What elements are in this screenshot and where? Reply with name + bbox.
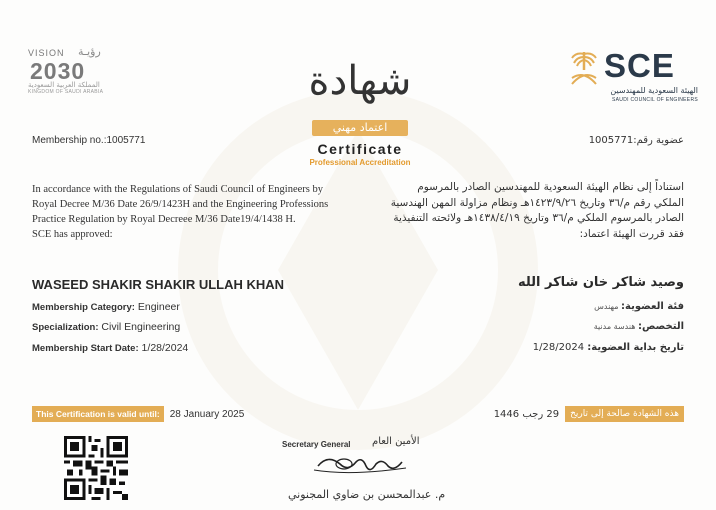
- detail-value: مهندس: [594, 302, 622, 311]
- sce-name-en: SAUDI COUNCIL OF ENGINEERS: [612, 97, 698, 103]
- membership-number-en: Membership no.:1005771: [32, 135, 146, 146]
- intro-line: فقد قررت الهيئة اعتماد:: [579, 227, 684, 240]
- detail-value: 1/28/2024: [532, 342, 588, 353]
- validity-ar: [494, 406, 684, 422]
- vision-label-ar: رؤيـة: [78, 45, 101, 58]
- specialization-en: [32, 321, 180, 333]
- palm-swords-icon: [568, 48, 600, 88]
- holder-name-ar: وصيد شاكر خان شاكر الله: [517, 275, 684, 290]
- detail-value: 1/28/2024: [138, 342, 189, 354]
- intro-paragraph-en: [32, 182, 350, 242]
- membership-number-ar: عضوية رقم:1005771: [588, 135, 684, 146]
- handwritten-signature: [310, 450, 410, 478]
- validity-badge-ar: هذه الشهادة صالحة إلى تاريخ: [565, 406, 684, 422]
- secretary-general-title-ar: الأمين العام: [372, 436, 420, 447]
- validity-date-ar: 29 رجب 1446: [493, 408, 560, 420]
- signer-name-ar: م. عبدالمحسن بن ضاوي المجنوني: [288, 488, 446, 501]
- detail-label: فئة العضوية:: [621, 301, 684, 312]
- intro-line: SCE has approved:: [32, 229, 113, 240]
- membership-category-en: [32, 301, 180, 313]
- sce-name-ar: الهيئة السعودية للمهندسين: [610, 86, 698, 95]
- accreditation-en: Professional Accreditation: [309, 158, 411, 167]
- certificate-title-ar: شهادة: [308, 58, 412, 104]
- detail-label: التخصص:: [638, 321, 684, 332]
- qr-code: [64, 436, 128, 500]
- sce-abbr: SCE: [604, 47, 675, 84]
- intro-line: استناداً إلى نظام الهيئة السعودية للمهندسين الصادر بالمرسوم: [417, 181, 684, 193]
- specialization-ar: [594, 321, 684, 332]
- accreditation-ar: اعتماد مهني: [312, 120, 408, 136]
- start-date-ar: [533, 342, 684, 353]
- detail-value: Engineer: [134, 301, 180, 313]
- vision-country-ar: المملكة العربية السعودية: [28, 81, 100, 89]
- secretary-general-title-en: Secretary General: [282, 440, 351, 449]
- vision-country-en: KINGDOM OF SAUDI ARABIA: [28, 89, 104, 95]
- detail-value: هندسة مدنية: [593, 322, 639, 331]
- vision-2030-logo: [28, 45, 110, 100]
- certificate-title-en: Certificate: [317, 141, 403, 157]
- intro-line: Royal Decree M/36 Date 26/9/1423H and the Engineering Professions: [32, 199, 329, 210]
- membership-category-ar: [594, 301, 684, 312]
- detail-label: تاريخ بداية العضوية:: [587, 342, 684, 353]
- intro-line: الملكي رقم م/٣٦ وتاريخ ١٤٢٣/٩/٢٦هـ ونظام مزاولة المهن الهندسية: [390, 196, 684, 209]
- detail-label: Membership Category:: [32, 302, 135, 313]
- validity-date-en: 28 January 2025: [169, 408, 245, 420]
- detail-label: Membership Start Date:: [32, 343, 139, 354]
- intro-paragraph-ar: [354, 180, 684, 242]
- vision-year: 2030: [30, 58, 86, 84]
- detail-label: Specialization:: [32, 322, 99, 333]
- vision-label: VISION: [28, 48, 65, 58]
- validity-en: [32, 406, 244, 422]
- detail-value: Civil Engineering: [98, 321, 181, 333]
- holder-name-en: WASEED SHAKIR SHAKIR ULLAH KHAN: [32, 277, 285, 292]
- intro-line: Practice Regulation by Royal Decreee M/36 Date19/4/1438 H.: [32, 214, 296, 225]
- validity-badge-en: This Certification is valid until:: [32, 406, 164, 422]
- intro-line: الصادر بالمرسوم الملكي م/٣٦ وتاريخ ١٤٣٨/٤/١٩هـ ولائحته التنفيذية: [393, 212, 684, 224]
- certificate-logo: [292, 52, 428, 177]
- sce-logo: [568, 48, 698, 106]
- intro-line: In accordance with the Regulations of Saudi Council of Engineers by: [32, 184, 324, 195]
- start-date-en: [32, 342, 188, 354]
